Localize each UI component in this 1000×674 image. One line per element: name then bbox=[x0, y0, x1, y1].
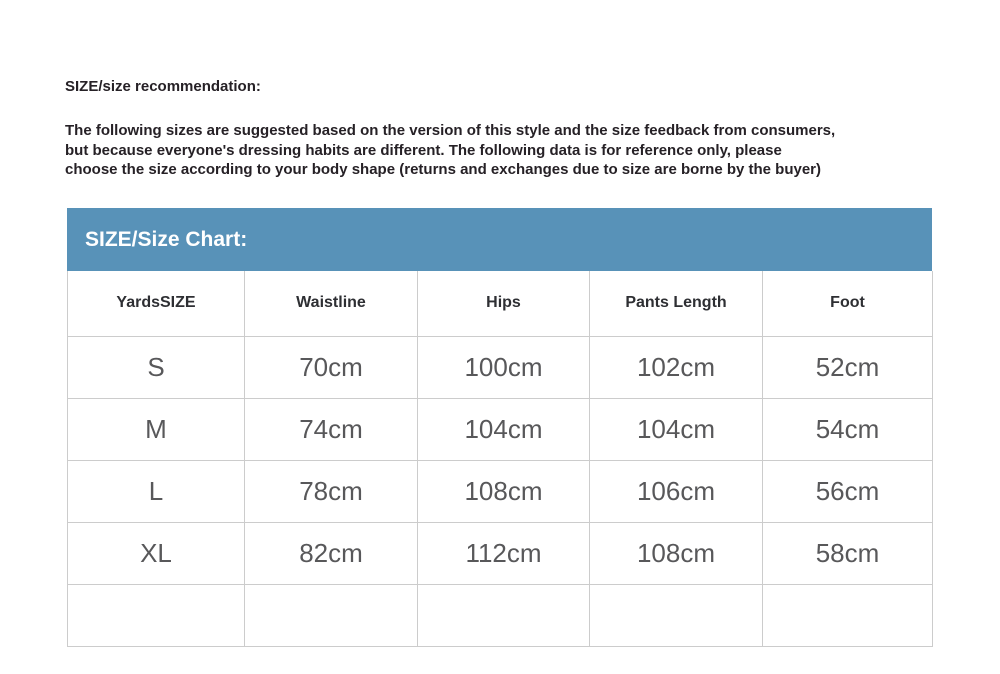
cell-size bbox=[68, 584, 245, 646]
column-header-waistline: Waistline bbox=[245, 271, 418, 336]
column-header-yardssize: YardsSIZE bbox=[68, 271, 245, 336]
column-header-foot: Foot bbox=[763, 271, 933, 336]
table-row-empty bbox=[68, 584, 933, 646]
cell-hips: 108cm bbox=[418, 460, 590, 522]
cell-hips: 112cm bbox=[418, 522, 590, 584]
cell-pants-length: 102cm bbox=[590, 336, 763, 398]
cell-waistline: 70cm bbox=[245, 336, 418, 398]
table-row-xl bbox=[68, 522, 933, 584]
size-chart-title: SIZE/Size Chart: bbox=[85, 227, 248, 251]
intro-line-1: The following sizes are suggested based on the version of this style and the size feedback from consumers, bbox=[65, 122, 836, 139]
column-header-hips: Hips bbox=[418, 271, 590, 336]
cell-waistline: 74cm bbox=[245, 398, 418, 460]
intro-line-3: choose the size according to your body shape (returns and exchanges due to size are borne by the buyer) bbox=[65, 161, 822, 178]
intro-line-2: but because everyone's dressing habits are different. The following data is for reference only, please bbox=[65, 141, 782, 159]
cell-size: L bbox=[68, 460, 245, 522]
table-row-s bbox=[68, 336, 933, 398]
cell-hips: 100cm bbox=[418, 336, 590, 398]
cell-foot: 52cm bbox=[763, 336, 933, 398]
cell-pants-length: 104cm bbox=[590, 398, 763, 460]
cell-foot: 56cm bbox=[763, 460, 933, 522]
cell-size: XL bbox=[68, 522, 245, 584]
cell-foot: 58cm bbox=[763, 522, 933, 584]
cell-waistline bbox=[245, 584, 418, 646]
cell-waistline: 82cm bbox=[245, 522, 418, 584]
intro-paragraph bbox=[65, 121, 835, 180]
cell-foot bbox=[763, 584, 933, 646]
cell-pants-length bbox=[590, 584, 763, 646]
table-row-m bbox=[68, 398, 933, 460]
cell-size: M bbox=[68, 398, 245, 460]
table-row-l bbox=[68, 460, 933, 522]
cell-size: S bbox=[68, 336, 245, 398]
column-header-pants-length: Pants Length bbox=[590, 271, 763, 336]
size-chart-title-band bbox=[67, 208, 932, 271]
cell-foot: 54cm bbox=[763, 398, 933, 460]
cell-pants-length: 106cm bbox=[590, 460, 763, 522]
size-table bbox=[67, 271, 933, 647]
cell-hips bbox=[418, 584, 590, 646]
page-heading: SIZE/size recommendation: bbox=[65, 78, 261, 95]
cell-pants-length: 108cm bbox=[590, 522, 763, 584]
size-chart bbox=[67, 208, 932, 647]
table-header-row bbox=[68, 271, 933, 336]
cell-waistline: 78cm bbox=[245, 460, 418, 522]
cell-hips: 104cm bbox=[418, 398, 590, 460]
